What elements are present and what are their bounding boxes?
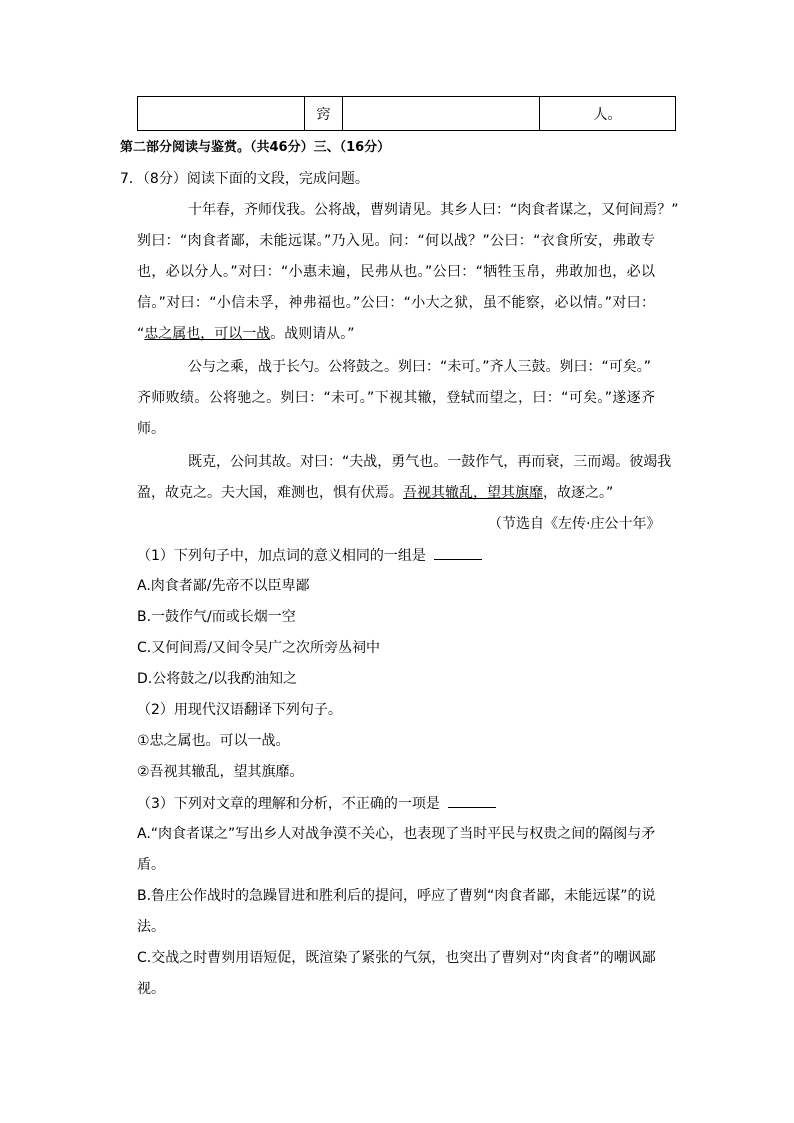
passage-text: “ xyxy=(137,326,145,342)
passage-line: 齐师败绩。公将驰之。刿曰：“未可。”下视其辙，登轼而望之，曰：“可矣。”遂逐齐 xyxy=(137,390,655,406)
passage-line: 刿曰：“肉食者鄙，未能远谋。”乃入见。问：“何以战？”公曰：“衣食所安，弗敢专 xyxy=(137,233,655,249)
translate-sentence-1: ①忠之属也。可以一战。 xyxy=(137,733,290,749)
option-a-cont: 盾。 xyxy=(137,857,165,873)
passage-line: 十年春，齐师伐我。公将战，曹刿请见。其乡人曰：“肉食者谋之，又何间焉？” xyxy=(188,202,679,218)
option-a: A.肉食者鄙/先帝不以臣卑鄙 xyxy=(137,578,310,594)
option-b: B.一鼓作气/而或长烟一空 xyxy=(137,609,296,625)
option-c: C.交战之时曹刿用语短促，既渲染了紧张的气氛，也突出了曹刿对“肉食者”的嘲讽鄙 xyxy=(137,950,656,966)
passage-line xyxy=(137,483,613,503)
answer-table xyxy=(137,96,676,131)
passage-line xyxy=(137,324,355,344)
passage-line: 也，必以分人。”对曰：“小惠未遍，民弗从也。”公曰：“牺牲玉帛，弗敢加也，必以 xyxy=(137,264,655,280)
section-header: 第二部分阅读与鉴赏。（共46分）三、（16分） xyxy=(120,140,391,155)
underlined-sentence-2: 吾视其辙乱，望其旗靡 xyxy=(403,485,543,501)
passage-line: 既克，公问其故。对曰：“夫战，勇气也。一鼓作气，再而衰，三而竭。彼竭我 xyxy=(188,454,672,470)
underlined-sentence-1: 忠之属也，可以一战 xyxy=(144,326,271,342)
passage-line: 公与之乘，战于长勺。公将鼓之。刿曰：“未可。”齐人三鼓。刿曰：“可矣。” xyxy=(188,359,652,375)
table-row xyxy=(138,97,676,131)
passage-text: 盈，故克之。夫大国，难测也，惧有伏焉。 xyxy=(137,485,403,501)
passage-text: 。战则请从。” xyxy=(270,326,355,342)
table-cell-empty-1[interactable] xyxy=(138,97,305,131)
passage-line: 信。”对曰：“小信未孚，神弗福也。”公曰：“小大之狱，虽不能察，必以情。”对曰： xyxy=(137,295,655,311)
option-c-cont: 视。 xyxy=(137,981,165,997)
option-b: B.鲁庄公作战时的急躁冒进和胜利后的提问，呼应了曹刿“肉食者鄙，未能远谋”的说 xyxy=(137,888,656,904)
passage-text: ，故逐之。” xyxy=(543,485,614,501)
option-d: D.公将鼓之/以我酌油知之 xyxy=(137,671,297,687)
translate-sentence-2: ②吾视其辙乱，望其旗靡。 xyxy=(137,764,304,780)
sub-question-3-stem: （3）下列对文章的理解和分析，不正确的一项是 xyxy=(137,793,496,814)
sub-question-2-stem: （2）用现代汉语翻译下列句子。 xyxy=(137,702,342,718)
table-cell-empty-2[interactable] xyxy=(343,97,540,131)
passage-line: 师。 xyxy=(137,421,165,437)
answer-blank[interactable] xyxy=(434,545,482,560)
sub-question-1-stem: （1）下列句子中，加点词的意义相同的一组是 xyxy=(137,545,482,566)
option-a: A.“肉食者谋之”写出乡人对战争漠不关心，也表现了当时平民与权贵之间的隔阂与矛 xyxy=(137,826,656,842)
passage-source: （节选自《左传·庄公十年》 xyxy=(488,516,661,532)
option-b-cont: 法。 xyxy=(137,919,165,935)
option-c: C.又何间焉/又间令吴广之次所旁丛祠中 xyxy=(137,640,380,656)
table-cell-suffix: 人。 xyxy=(540,97,676,131)
question-7-intro: 7．（8分）阅读下面的文段，完成问题。 xyxy=(120,171,369,187)
table-cell-character: 窍 xyxy=(305,97,343,131)
answer-blank[interactable] xyxy=(448,793,496,808)
